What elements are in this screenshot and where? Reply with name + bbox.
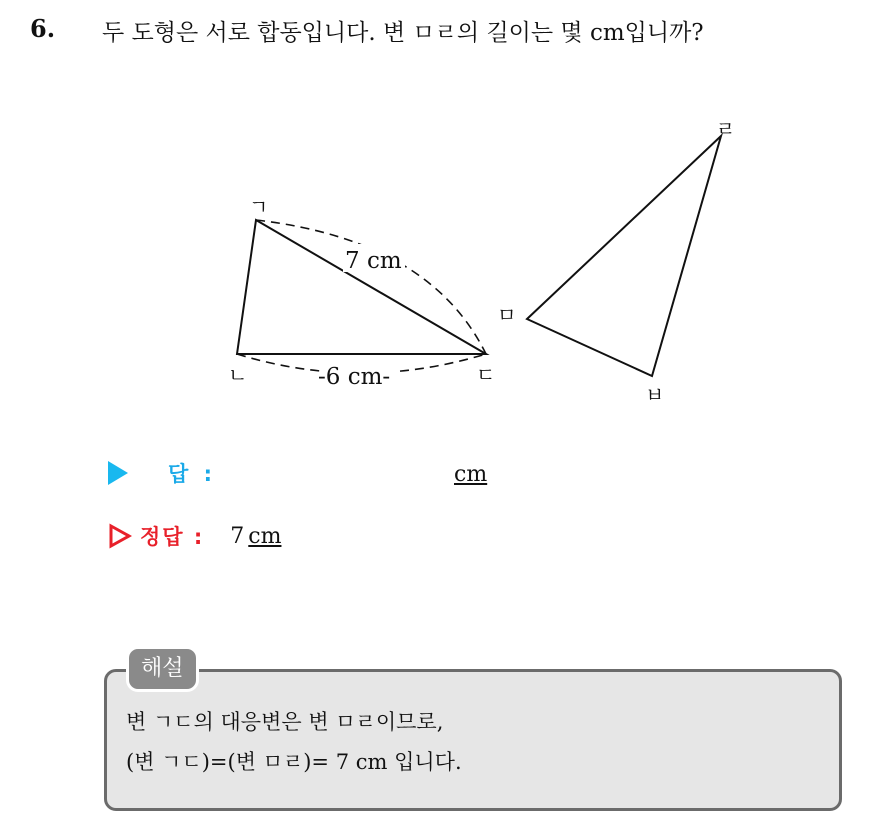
vertex-label-nieun: ㄴ [228,363,248,387]
correct-label: 정답 : [140,525,205,549]
vertex-label-mieum: ㅁ [497,303,517,327]
explanation-line-1: 변 ㄱㄷ의 대응변은 변 ㅁㄹ이므로, [126,710,444,734]
correct-answer-row [108,521,281,551]
answer-unit: cm [454,462,488,487]
question-text: 두 도형은 서로 합동입니다. 변 ㅁㄹ의 길이는 몇 cm입니까? [102,20,704,46]
vertex-label-bieup: ㅂ [645,383,665,407]
correct-unit: cm [248,523,282,549]
answer-marker-icon [108,461,128,485]
vertex-label-rieul: ㄹ [716,117,736,141]
explanation-box [104,669,842,811]
answer-row [108,458,216,488]
question-number: 6. [30,14,56,43]
length-label-hypotenuse: 7 cm [345,248,402,274]
explanation-tab: 해설 [126,646,199,692]
explanation-line-2: (변 ㄱㄷ)=(변 ㅁㄹ)= 7 cm 입니다. [126,750,462,774]
vertex-label-digeut: ㄷ [476,363,496,387]
triangle-left [237,220,486,354]
triangle-right [527,136,721,376]
correct-value: 7 cm [230,523,282,549]
correct-marker-icon [108,523,132,549]
length-label-base: -6 cm- [318,364,391,390]
vertex-label-giyeok: ㄱ [249,195,269,219]
answer-label: 답 : [168,462,216,486]
